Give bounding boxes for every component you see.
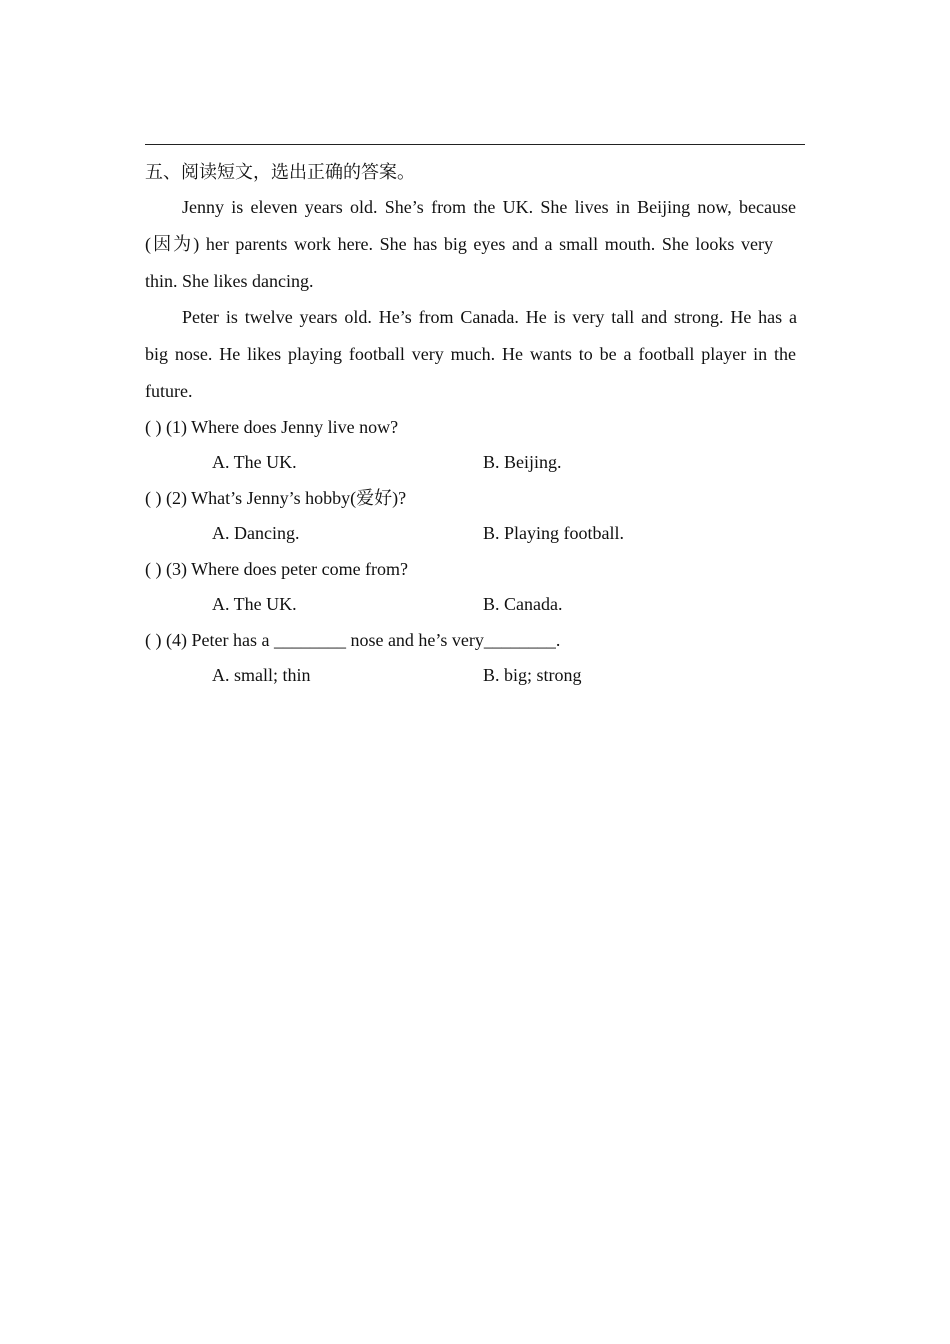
question-1-stem: ( ) (1) Where does Jenny live now? xyxy=(145,417,399,437)
passage-p1-line-3: thin. She likes dancing. xyxy=(145,271,314,291)
question-1-option-b: B. Beijing. xyxy=(483,452,562,472)
question-3-option-a: A. The UK. xyxy=(212,594,297,614)
passage-p2-line-2: big nose. He likes playing football very much. He wants to be a football player in the xyxy=(145,344,796,364)
question-2-option-b: B. Playing football. xyxy=(483,523,624,543)
question-3-option-b: B. Canada. xyxy=(483,594,563,614)
question-4-stem: ( ) (4) Peter has a ________ nose and he’s very________. xyxy=(145,630,561,650)
question-1-option-a: A. The UK. xyxy=(212,452,297,472)
passage-p1-line-2: (因为) her parents work here. She has big eyes and a small mouth. She looks very xyxy=(145,234,773,254)
top-divider xyxy=(145,144,805,145)
section-heading: 五、阅读短文，选出正确的答案。 xyxy=(145,162,415,182)
question-2-stem: ( ) (2) What’s Jenny’s hobby(爱好)? xyxy=(145,488,407,508)
question-3-stem: ( ) (3) Where does peter come from? xyxy=(145,559,409,579)
question-4-option-b: B. big; strong xyxy=(483,665,582,685)
question-2-option-a: A. Dancing. xyxy=(212,523,300,543)
passage-p1-line-1: Jenny is eleven years old. She’s from the UK. She lives in Beijing now, because xyxy=(182,197,796,217)
question-4-option-a: A. small; thin xyxy=(212,665,311,685)
passage-p2-line-3: future. xyxy=(145,381,193,401)
passage-p2-line-1: Peter is twelve years old. He’s from Canada. He is very tall and strong. He has a xyxy=(182,307,797,327)
